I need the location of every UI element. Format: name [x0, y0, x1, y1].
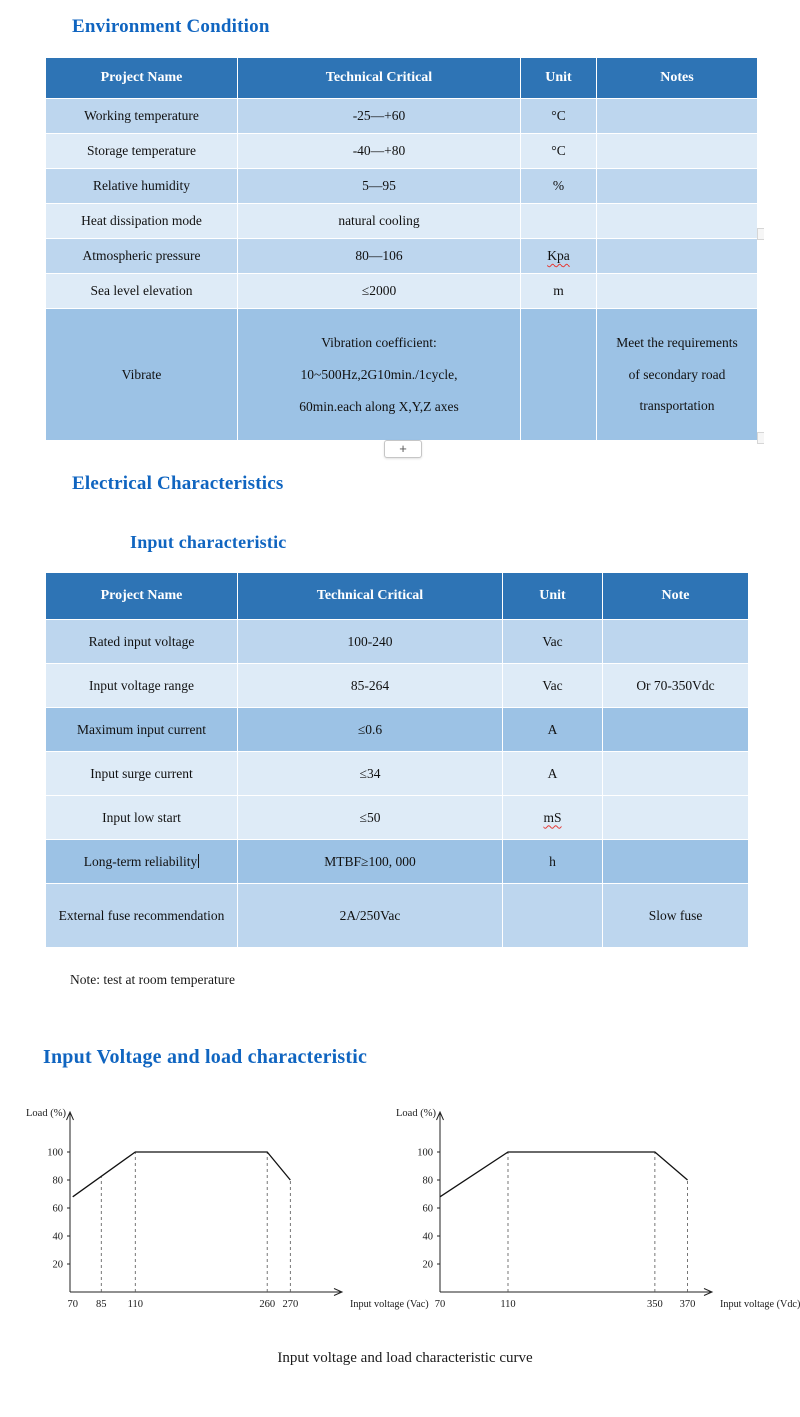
table-row: [46, 134, 758, 169]
cell-note[interactable]: [603, 708, 749, 752]
cell-technical-critical[interactable]: MTBF≥100, 000: [238, 840, 503, 884]
cell-notes[interactable]: [597, 99, 758, 134]
cell-technical-critical[interactable]: -25—+60: [238, 99, 521, 134]
cell-project-name[interactable]: Sea level elevation: [46, 274, 238, 309]
env-col-technical-critical: Technical Critical: [238, 58, 521, 99]
env-col-notes: Notes: [597, 58, 758, 99]
cell-unit[interactable]: °C: [521, 99, 597, 134]
cell-unit[interactable]: A: [503, 708, 603, 752]
cell-technical-critical[interactable]: ≤50: [238, 796, 503, 840]
svg-text:100: 100: [47, 1147, 63, 1159]
cell-project-name[interactable]: Rated input voltage: [46, 620, 238, 664]
cell-technical-critical[interactable]: ≤34: [238, 752, 503, 796]
cell-project-name[interactable]: Maximum input current: [46, 708, 238, 752]
input-characteristic-table: [45, 572, 749, 948]
table-row: [46, 274, 758, 309]
cell-technical-critical[interactable]: 80—106: [238, 239, 521, 274]
cell-project-name[interactable]: Input voltage range: [46, 664, 238, 708]
load-characteristic-title: Input Voltage and load characteristic: [43, 1046, 368, 1068]
cell-project-name[interactable]: [46, 840, 238, 884]
svg-text:350: 350: [647, 1299, 663, 1310]
cell-notes[interactable]: [597, 169, 758, 204]
svg-text:40: 40: [52, 1231, 63, 1243]
cell-project-name[interactable]: External fuse recommendation: [46, 884, 238, 948]
svg-text:Load (%): Load (%): [26, 1108, 66, 1119]
cell-unit[interactable]: h: [503, 840, 603, 884]
environment-section-title: Environment Condition: [72, 16, 270, 37]
input-characteristic-title: Input characteristic: [130, 532, 287, 552]
svg-text:70: 70: [67, 1299, 78, 1310]
cell-unit[interactable]: Vac: [503, 664, 603, 708]
cell-technical-critical[interactable]: 5—95: [238, 169, 521, 204]
vibration-line-3: 60min.each along X,Y,Z axes: [299, 398, 459, 414]
vibration-line-1: Vibration coefficient:: [321, 334, 437, 350]
svg-text:Input voltage (Vac): Input voltage (Vac): [350, 1299, 429, 1310]
cell-notes[interactable]: [597, 239, 758, 274]
cell-technical-critical[interactable]: -40—+80: [238, 134, 521, 169]
svg-text:60: 60: [52, 1203, 63, 1215]
electrical-section-title: Electrical Characteristics: [72, 473, 284, 494]
table-row: [46, 840, 749, 884]
table-row: [46, 239, 758, 274]
cell-note[interactable]: [603, 796, 749, 840]
cell-unit[interactable]: [521, 309, 597, 441]
svg-text:80: 80: [52, 1175, 63, 1187]
cell-technical-critical[interactable]: 2A/250Vac: [238, 884, 503, 948]
cell-note[interactable]: [603, 620, 749, 664]
table-row: [46, 664, 749, 708]
cell-technical-critical[interactable]: natural cooling: [238, 204, 521, 239]
cell-note[interactable]: Slow fuse: [603, 884, 749, 948]
cell-unit[interactable]: [521, 204, 597, 239]
cell-project-name[interactable]: Vibrate: [46, 309, 238, 441]
cell-text: Long-term reliability: [83, 853, 198, 869]
cell-technical-critical[interactable]: ≤0.6: [238, 708, 503, 752]
cell-unit[interactable]: °C: [521, 134, 597, 169]
table-row: [46, 309, 758, 441]
table-row: [46, 99, 758, 134]
svg-text:40: 40: [422, 1231, 433, 1243]
cell-project-name[interactable]: Storage temperature: [46, 134, 238, 169]
svg-text:260: 260: [259, 1299, 276, 1310]
cell-technical-critical[interactable]: [238, 309, 521, 441]
table-edge-handle[interactable]: [757, 228, 764, 240]
input-table-header-row: [46, 573, 749, 620]
svg-text:60: 60: [422, 1203, 433, 1215]
input-col-unit: Unit: [503, 573, 603, 620]
cell-notes[interactable]: [597, 134, 758, 169]
svg-text:85: 85: [96, 1299, 107, 1310]
table-row: [46, 620, 749, 664]
room-temperature-note: Note: test at room temperature: [70, 972, 235, 987]
env-col-unit: Unit: [521, 58, 597, 99]
cell-notes[interactable]: Meet the requirements of secondary road transportation: [597, 309, 758, 441]
svg-text:100: 100: [417, 1147, 433, 1159]
table-row: [46, 204, 758, 239]
cell-technical-critical[interactable]: 100-240: [238, 620, 503, 664]
environment-table: [45, 57, 758, 441]
cell-unit[interactable]: [521, 239, 597, 274]
env-table-header-row: [46, 58, 758, 99]
cell-notes[interactable]: [597, 204, 758, 239]
misspelled-word: mS: [543, 809, 562, 825]
svg-text:270: 270: [282, 1299, 299, 1310]
text-cursor: [198, 854, 199, 868]
cell-unit[interactable]: %: [521, 169, 597, 204]
svg-text:20: 20: [52, 1259, 63, 1271]
svg-text:70: 70: [434, 1299, 446, 1310]
svg-text:370: 370: [679, 1299, 696, 1310]
cell-note[interactable]: [603, 752, 749, 796]
misspelled-word: Kpa: [547, 248, 570, 263]
table-edge-handle[interactable]: [757, 432, 764, 444]
table-row: [46, 752, 749, 796]
svg-text:Input voltage (Vdc): Input voltage (Vdc): [720, 1299, 800, 1310]
svg-text:110: 110: [500, 1299, 516, 1310]
cell-note[interactable]: [603, 840, 749, 884]
cell-unit[interactable]: A: [503, 752, 603, 796]
table-add-row-button[interactable]: +: [384, 440, 422, 458]
cell-project-name[interactable]: Input low start: [46, 796, 238, 840]
svg-text:Load (%): Load (%): [396, 1108, 436, 1119]
cell-project-name[interactable]: Heat dissipation mode: [46, 204, 238, 239]
cell-note[interactable]: Or 70-350Vdc: [603, 664, 749, 708]
chart-caption: Input voltage and load characteristic curve: [277, 1350, 533, 1366]
cell-technical-critical[interactable]: ≤2000: [238, 274, 521, 309]
cell-unit[interactable]: [503, 796, 603, 840]
cell-technical-critical[interactable]: 85-264: [238, 664, 503, 708]
table-row: [46, 169, 758, 204]
cell-project-name[interactable]: Working temperature: [46, 99, 238, 134]
cell-unit[interactable]: m: [521, 274, 597, 309]
cell-project-name[interactable]: Relative humidity: [46, 169, 238, 204]
cell-unit[interactable]: Vac: [503, 620, 603, 664]
table-row: [46, 708, 749, 752]
cell-notes[interactable]: [597, 274, 758, 309]
svg-text:80: 80: [422, 1175, 433, 1187]
table-row: [46, 796, 749, 840]
cell-project-name[interactable]: Atmospheric pressure: [46, 239, 238, 274]
input-col-project-name: Project Name: [46, 573, 238, 620]
cell-project-name[interactable]: Input surge current: [46, 752, 238, 796]
input-col-technical-critical: Technical Critical: [238, 573, 503, 620]
input-voltage-load-chart-vdc: [370, 1098, 800, 1316]
input-col-note: Note: [603, 573, 749, 620]
svg-text:20: 20: [422, 1259, 433, 1271]
table-row: [46, 884, 749, 948]
svg-text:110: 110: [127, 1299, 143, 1310]
env-col-project-name: Project Name: [46, 58, 238, 99]
cell-unit[interactable]: [503, 884, 603, 948]
vibration-line-2: 10~500Hz,2G10min./1cycle,: [300, 366, 458, 382]
